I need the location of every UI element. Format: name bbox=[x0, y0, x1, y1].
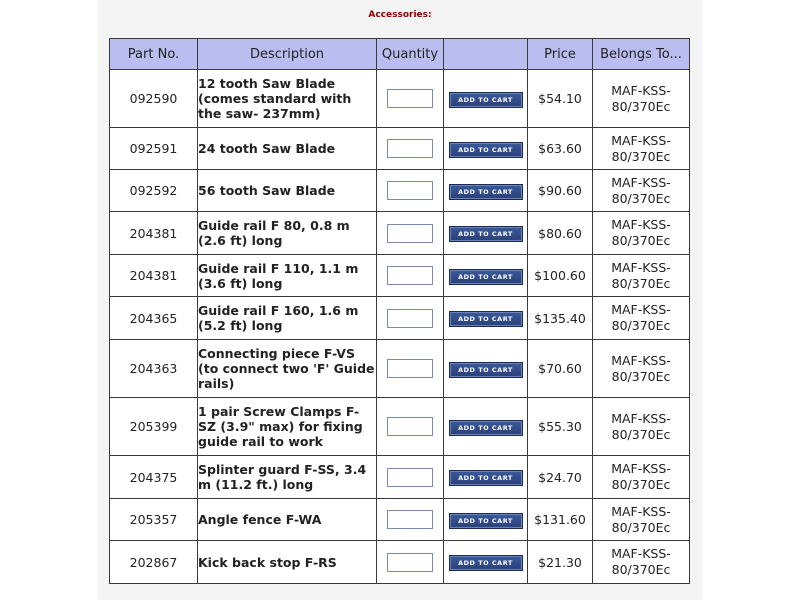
price: $100.60 bbox=[528, 255, 593, 297]
add-to-cart-button[interactable]: ADD TO CART bbox=[449, 226, 523, 242]
quantity-input[interactable] bbox=[387, 417, 433, 436]
quantity-cell bbox=[377, 212, 444, 255]
col-header-description: Description bbox=[198, 39, 377, 70]
description: Connecting piece F-VS (to connect two 'F' Guide rails) bbox=[198, 340, 377, 398]
table-row bbox=[110, 170, 690, 212]
quantity-cell bbox=[377, 340, 444, 398]
quantity-input[interactable] bbox=[387, 553, 433, 572]
col-header-actions bbox=[444, 39, 528, 70]
add-to-cart-button[interactable]: ADD TO CART bbox=[449, 513, 523, 529]
quantity-cell bbox=[377, 128, 444, 170]
description: 12 tooth Saw Blade (comes standard with the saw- 237mm) bbox=[198, 70, 377, 128]
add-to-cart-button[interactable]: ADD TO CART bbox=[449, 555, 523, 571]
belongs-to: MAF-KSS-80/370Ec bbox=[593, 541, 690, 584]
price: $131.60 bbox=[528, 499, 593, 541]
part-number: 204363 bbox=[110, 340, 198, 398]
quantity-cell bbox=[377, 499, 444, 541]
accessories-table bbox=[109, 38, 690, 584]
belongs-to: MAF-KSS-80/370Ec bbox=[593, 170, 690, 212]
add-to-cart-cell bbox=[444, 212, 528, 255]
table-header-row bbox=[110, 39, 690, 70]
description: 56 tooth Saw Blade bbox=[198, 170, 377, 212]
add-to-cart-button[interactable]: ADD TO CART bbox=[449, 142, 523, 158]
belongs-to: MAF-KSS-80/370Ec bbox=[593, 212, 690, 255]
belongs-to: MAF-KSS-80/370Ec bbox=[593, 456, 690, 499]
table-row bbox=[110, 297, 690, 340]
price: $24.70 bbox=[528, 456, 593, 499]
price: $70.60 bbox=[528, 340, 593, 398]
description: Guide rail F 110, 1.1 m (3.6 ft) long bbox=[198, 255, 377, 297]
add-to-cart-cell bbox=[444, 297, 528, 340]
quantity-cell bbox=[377, 541, 444, 584]
belongs-to: MAF-KSS-80/370Ec bbox=[593, 499, 690, 541]
belongs-to: MAF-KSS-80/370Ec bbox=[593, 398, 690, 456]
quantity-input[interactable] bbox=[387, 468, 433, 487]
table-row bbox=[110, 255, 690, 297]
part-number: 205357 bbox=[110, 499, 198, 541]
description: Splinter guard F-SS, 3.4 m (11.2 ft.) long bbox=[198, 456, 377, 499]
table-row bbox=[110, 499, 690, 541]
quantity-cell bbox=[377, 398, 444, 456]
price: $90.60 bbox=[528, 170, 593, 212]
add-to-cart-cell bbox=[444, 170, 528, 212]
belongs-to: MAF-KSS-80/370Ec bbox=[593, 128, 690, 170]
part-number: 092592 bbox=[110, 170, 198, 212]
part-number: 204381 bbox=[110, 212, 198, 255]
add-to-cart-button[interactable]: ADD TO CART bbox=[449, 420, 523, 436]
table-row bbox=[110, 128, 690, 170]
description: Kick back stop F-RS bbox=[198, 541, 377, 584]
col-header-price: Price bbox=[528, 39, 593, 70]
table-row bbox=[110, 541, 690, 584]
table-row bbox=[110, 340, 690, 398]
quantity-input[interactable] bbox=[387, 139, 433, 158]
col-header-quantity: Quantity bbox=[377, 39, 444, 70]
add-to-cart-button[interactable]: ADD TO CART bbox=[449, 470, 523, 486]
table-row bbox=[110, 70, 690, 128]
quantity-cell bbox=[377, 70, 444, 128]
add-to-cart-button[interactable]: ADD TO CART bbox=[449, 92, 523, 108]
description: 24 tooth Saw Blade bbox=[198, 128, 377, 170]
part-number: 204381 bbox=[110, 255, 198, 297]
add-to-cart-button[interactable]: ADD TO CART bbox=[449, 311, 523, 327]
add-to-cart-cell bbox=[444, 128, 528, 170]
part-number: 204375 bbox=[110, 456, 198, 499]
add-to-cart-cell bbox=[444, 499, 528, 541]
add-to-cart-cell bbox=[444, 456, 528, 499]
quantity-input[interactable] bbox=[387, 359, 433, 378]
price: $54.10 bbox=[528, 70, 593, 128]
add-to-cart-cell bbox=[444, 541, 528, 584]
part-number: 202867 bbox=[110, 541, 198, 584]
quantity-input[interactable] bbox=[387, 510, 433, 529]
description: Guide rail F 160, 1.6 m (5.2 ft) long bbox=[198, 297, 377, 340]
add-to-cart-cell bbox=[444, 340, 528, 398]
col-header-belongs-to: Belongs To... bbox=[593, 39, 690, 70]
add-to-cart-cell bbox=[444, 70, 528, 128]
add-to-cart-cell bbox=[444, 398, 528, 456]
quantity-input[interactable] bbox=[387, 224, 433, 243]
quantity-cell bbox=[377, 255, 444, 297]
belongs-to: MAF-KSS-80/370Ec bbox=[593, 340, 690, 398]
quantity-cell bbox=[377, 456, 444, 499]
belongs-to: MAF-KSS-80/370Ec bbox=[593, 70, 690, 128]
add-to-cart-cell bbox=[444, 255, 528, 297]
part-number: 092590 bbox=[110, 70, 198, 128]
description: Guide rail F 80, 0.8 m (2.6 ft) long bbox=[198, 212, 377, 255]
part-number: 204365 bbox=[110, 297, 198, 340]
section-title: Accessories: bbox=[368, 10, 432, 20]
price: $63.60 bbox=[528, 128, 593, 170]
col-header-part-no: Part No. bbox=[110, 39, 198, 70]
description: Angle fence F-WA bbox=[198, 499, 377, 541]
part-number: 205399 bbox=[110, 398, 198, 456]
part-number: 092591 bbox=[110, 128, 198, 170]
description: 1 pair Screw Clamps F-SZ (3.9" max) for fixing guide rail to work bbox=[198, 398, 377, 456]
price: $135.40 bbox=[528, 297, 593, 340]
belongs-to: MAF-KSS-80/370Ec bbox=[593, 297, 690, 340]
quantity-cell bbox=[377, 297, 444, 340]
add-to-cart-button[interactable]: ADD TO CART bbox=[449, 269, 523, 285]
quantity-input[interactable] bbox=[387, 181, 433, 200]
add-to-cart-button[interactable]: ADD TO CART bbox=[449, 362, 523, 378]
quantity-input[interactable] bbox=[387, 266, 433, 285]
quantity-input[interactable] bbox=[387, 309, 433, 328]
table-row bbox=[110, 212, 690, 255]
belongs-to: MAF-KSS-80/370Ec bbox=[593, 255, 690, 297]
table-row bbox=[110, 456, 690, 499]
price: $55.30 bbox=[528, 398, 593, 456]
quantity-cell bbox=[377, 170, 444, 212]
quantity-input[interactable] bbox=[387, 89, 433, 108]
table-row bbox=[110, 398, 690, 456]
add-to-cart-button[interactable]: ADD TO CART bbox=[449, 184, 523, 200]
price: $80.60 bbox=[528, 212, 593, 255]
price: $21.30 bbox=[528, 541, 593, 584]
